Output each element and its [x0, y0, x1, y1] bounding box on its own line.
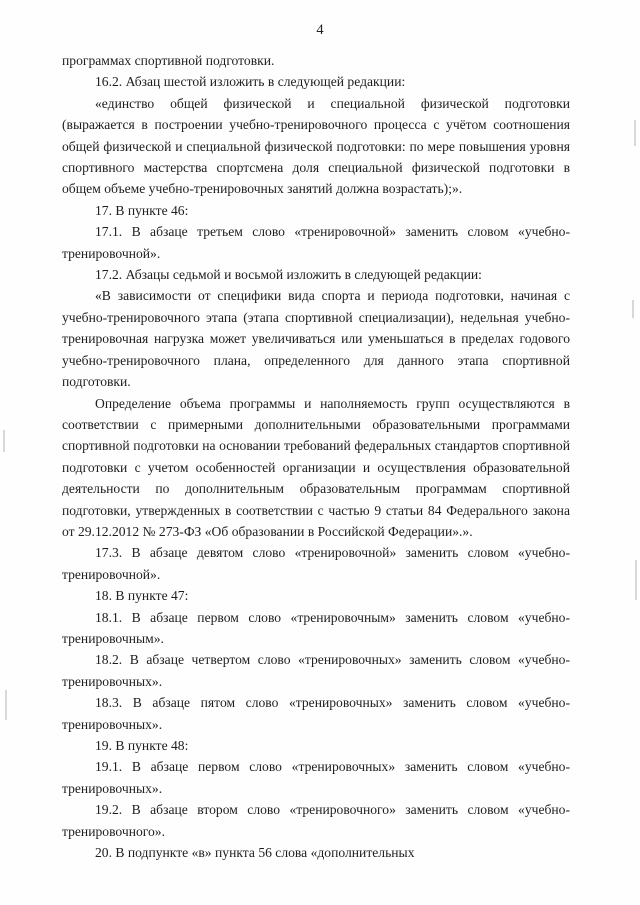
document-paragraph: 19.1. В абзаце первом слово «тренировочных» заменить словом «учебно-тренировочных». — [62, 759, 570, 796]
document-paragraph: Определение объема программы и наполняемость групп осуществляются в соответствии с примерными дополнительными образовательными программами спортивной подготовки на основании требований федеральных стандартов спортивной подготовки с учетом особенностей организации и осуществления образовательной деятельности по дополнительным образовательным программам спортивной подготовки, утвержденных в соответствии с частью 9 статьи 84 Федерального закона от 29.12.2012 № 273-ФЗ «Об образовании в Российской Федерации».». — [62, 395, 570, 539]
document-paragraph: «В зависимости от специфики вида спорта и периода подготовки, начиная с учебно-тренировочного этапа (этапа спортивной специализации), недельная учебно-тренировочная нагрузка может увеличиваться или уменьшаться в пределах годового учебно-тренировочного плана, определенного для данного этапа спортивной подготовки. — [62, 288, 570, 390]
scan-artifact — [5, 690, 7, 720]
document-paragraph: 18. В пункте 47: — [95, 588, 189, 604]
document-paragraph: 20. В подпункте «в» пункта 56 слова «дополнительных — [95, 845, 415, 861]
document-paragraph: 16.2. Абзац шестой изложить в следующей редакции: — [95, 74, 406, 90]
scan-artifact — [3, 430, 5, 452]
document-body — [62, 50, 570, 863]
scan-artifact — [632, 300, 634, 318]
document-paragraph: программах спортивной подготовки. — [62, 53, 275, 68]
document-paragraph: 19.2. В абзаце втором слово «тренировочного» заменить словом «учебно-тренировочного». — [62, 802, 570, 839]
document-paragraph: 17. В пункте 46: — [95, 202, 189, 218]
document-paragraph: 18.3. В абзаце пятом слово «тренировочных» заменить словом «учебно-тренировочных». — [62, 695, 570, 732]
scan-artifact — [635, 560, 637, 600]
document-paragraph: «единство общей физической и специальной физической подготовки (выражается в построении учебно-тренировочного процесса с учётом соотношения общей физической и специальной физической подготовки: по мере повышения уровня спортивного мастерства спортсмена доля специальной физической подготовки в общем объеме учебно-тренировочных занятий должна возрастать);». — [62, 95, 570, 197]
document-paragraph: 18.2. В абзаце четвертом слово «тренировочных» заменить словом «учебно-тренировочных». — [62, 652, 570, 689]
document-paragraph: 19. В пункте 48: — [95, 738, 189, 753]
page-number: 4 — [316, 22, 324, 38]
document-paragraph: 17.1. В абзаце третьем слово «тренировочной» заменить словом «учебно-тренировочной». — [62, 224, 570, 261]
document-paragraph: 17.2. Абзацы седьмой и восьмой изложить в следующей редакции: — [95, 267, 482, 283]
document-paragraph: 18.1. В абзаце первом слово «тренировочным» заменить словом «учебно-тренировочным». — [62, 609, 570, 646]
scan-artifact — [634, 120, 636, 146]
document-paragraph: 17.3. В абзаце девятом слово «тренировочной» заменить словом «учебно-тренировочной». — [62, 545, 570, 582]
